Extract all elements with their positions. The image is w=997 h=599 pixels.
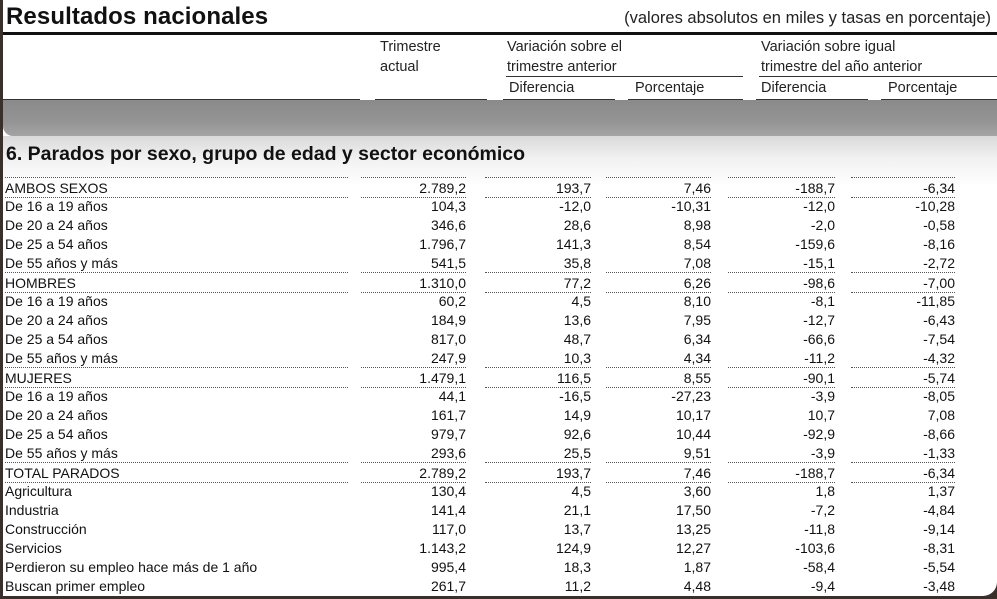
- cell-pct-prev-quarter: 4,34: [683, 350, 711, 366]
- table-row: [3, 215, 997, 234]
- cell-diff-prev-year: -3,9: [810, 388, 835, 404]
- cell-actual: 817,0: [430, 331, 466, 347]
- cell-diff-prev-quarter: 193,7: [485, 177, 591, 198]
- cell-diff-prev-quarter: 141,3: [555, 236, 591, 252]
- header-shade-bar: [3, 100, 997, 136]
- cell-diff-prev-quarter: 116,5: [485, 367, 591, 388]
- header-current-quarter-line2: actual: [380, 59, 419, 75]
- cell-pct-prev-quarter: 4,48: [683, 578, 711, 594]
- header-pct-prev-quarter: Porcentaje: [635, 80, 705, 96]
- table-row: [3, 310, 997, 329]
- cell-pct-prev-quarter: 12,27: [675, 540, 711, 556]
- cell-pct-prev-year: -8,05: [923, 388, 955, 404]
- row-label: Buscan primer empleo: [5, 578, 146, 594]
- cell-actual: 2.789,2: [361, 177, 466, 198]
- cell-diff-prev-year: -9,4: [810, 578, 835, 594]
- row-label: De 20 a 24 años: [5, 407, 108, 423]
- cell-diff-prev-quarter: 92,6: [563, 426, 591, 442]
- cell-diff-prev-quarter: -12,0: [559, 198, 591, 214]
- cell-pct-prev-year: -5,74: [851, 367, 955, 388]
- cell-diff-prev-quarter: 48,7: [563, 331, 591, 347]
- cell-actual: 141,4: [430, 502, 466, 518]
- cell-pct-prev-year: -2,72: [923, 255, 955, 271]
- cell-actual: 44,1: [438, 388, 466, 404]
- table-row: [3, 538, 997, 557]
- cell-diff-prev-year: -90,1: [728, 367, 835, 388]
- document-page: [3, 0, 997, 596]
- header-var-prev-year-line1: Variación sobre igual: [761, 39, 896, 55]
- cell-diff-prev-year: -98,6: [728, 272, 835, 293]
- cell-diff-prev-quarter: 77,2: [485, 272, 591, 293]
- table-row: [3, 291, 997, 310]
- row-label: Construcción: [5, 521, 87, 537]
- cell-pct-prev-year: -3,48: [923, 578, 955, 594]
- cell-pct-prev-year: -8,16: [923, 236, 955, 252]
- cell-pct-prev-quarter: 6,34: [683, 331, 711, 347]
- row-label: De 16 a 19 años: [5, 388, 108, 404]
- cell-pct-prev-year: -10,28: [915, 198, 955, 214]
- cell-diff-prev-year: -2,0: [810, 217, 835, 233]
- cell-pct-prev-year: -6,34: [851, 462, 955, 483]
- table-row: [3, 405, 997, 424]
- row-label: Agricultura: [5, 483, 72, 499]
- cell-diff-prev-quarter: -16,5: [559, 388, 591, 404]
- table-row: [3, 443, 997, 462]
- cell-diff-prev-year: -159,6: [795, 236, 835, 252]
- table-row-group: [3, 177, 997, 196]
- cell-diff-prev-year: -103,6: [795, 540, 835, 556]
- cell-actual: 979,7: [430, 426, 466, 442]
- cell-pct-prev-year: -11,85: [916, 293, 955, 309]
- cell-pct-prev-quarter: 8,10: [683, 293, 711, 309]
- cell-diff-prev-quarter: 21,1: [563, 502, 591, 518]
- header-var-prev-quarter-line2: trimestre anterior: [507, 59, 617, 75]
- cell-pct-prev-year: -4,84: [923, 502, 955, 518]
- cell-pct-prev-quarter: 7,46: [606, 177, 711, 198]
- header-group-rule-prev-quarter: [506, 76, 743, 77]
- row-label: Industria: [5, 502, 59, 518]
- cell-actual: 995,4: [430, 559, 466, 575]
- cell-diff-prev-year: -12,0: [803, 198, 835, 214]
- row-label: De 25 a 54 años: [5, 426, 108, 442]
- cell-actual: 541,5: [430, 255, 466, 271]
- units-note: (valores absolutos en miles y tasas en porcentaje): [624, 9, 991, 27]
- cell-pct-prev-year: -7,54: [923, 331, 955, 347]
- cell-actual: 293,6: [430, 445, 466, 461]
- cell-pct-prev-quarter: 8,98: [683, 217, 711, 233]
- row-label: Servicios: [5, 540, 62, 556]
- cell-actual: 130,4: [430, 483, 466, 499]
- page-title: Resultados nacionales: [6, 3, 269, 30]
- cell-diff-prev-quarter: 4,5: [571, 293, 591, 309]
- cell-pct-prev-quarter: 7,95: [683, 312, 711, 328]
- cell-diff-prev-quarter: 18,3: [563, 559, 591, 575]
- cell-diff-prev-year: -3,9: [810, 445, 835, 461]
- row-label: De 20 a 24 años: [5, 312, 108, 328]
- cell-pct-prev-quarter: 7,08: [683, 255, 711, 271]
- row-label: MUJERES: [5, 367, 348, 388]
- row-label: De 16 a 19 años: [5, 198, 108, 214]
- row-label: AMBOS SEXOS: [5, 177, 348, 198]
- cell-pct-prev-quarter: 3,60: [683, 483, 711, 499]
- cell-actual: 60,2: [438, 293, 466, 309]
- cell-diff-prev-quarter: 13,7: [563, 521, 591, 537]
- cell-diff-prev-year: -58,4: [803, 559, 835, 575]
- table-row: [3, 519, 997, 538]
- cell-pct-prev-year: -6,34: [851, 177, 955, 198]
- header-pct-prev-year: Porcentaje: [888, 80, 958, 96]
- cell-diff-prev-year: -188,7: [728, 177, 835, 198]
- header-diff-prev-quarter: Diferencia: [509, 80, 575, 96]
- header-current-quarter-line1: Trimestre: [380, 39, 441, 55]
- cell-diff-prev-quarter: 28,6: [563, 217, 591, 233]
- cell-actual: 1.143,2: [419, 540, 466, 556]
- cell-diff-prev-year: -8,1: [810, 293, 835, 309]
- row-label: De 25 a 54 años: [5, 236, 108, 252]
- cell-actual: 1.310,0: [361, 272, 466, 293]
- cell-actual: 346,6: [430, 217, 466, 233]
- cell-diff-prev-year: 1,8: [815, 483, 835, 499]
- cell-diff-prev-year: 10,7: [807, 407, 835, 423]
- cell-pct-prev-year: -6,43: [923, 312, 955, 328]
- table-row: [3, 253, 997, 272]
- cell-actual: 261,7: [430, 578, 466, 594]
- cell-pct-prev-year: -8,66: [923, 426, 955, 442]
- row-label: HOMBRES: [5, 272, 348, 293]
- cell-pct-prev-year: -8,31: [923, 540, 955, 556]
- cell-pct-prev-quarter: 17,50: [675, 502, 711, 518]
- table-row: [3, 557, 997, 576]
- header-diff-prev-year: Diferencia: [761, 80, 827, 96]
- cell-pct-prev-quarter: 7,46: [606, 462, 711, 483]
- cell-pct-prev-quarter: 8,54: [683, 236, 711, 252]
- table-row: [3, 386, 997, 405]
- table-row: [3, 196, 997, 215]
- table-row: [3, 481, 997, 500]
- row-label: TOTAL PARADOS: [5, 462, 348, 483]
- row-label: De 16 a 19 años: [5, 293, 108, 309]
- cell-actual: 104,3: [430, 198, 466, 214]
- cell-diff-prev-quarter: 35,8: [563, 255, 591, 271]
- cell-actual: 1.479,1: [361, 367, 466, 388]
- row-label: De 20 a 24 años: [5, 217, 108, 233]
- row-label: De 55 años y más: [5, 350, 118, 366]
- table-row: [3, 348, 997, 367]
- cell-pct-prev-year: 7,08: [927, 407, 955, 423]
- cell-diff-prev-year: -15,1: [803, 255, 835, 271]
- cell-pct-prev-quarter: -27,23: [671, 388, 711, 404]
- table-row: [3, 234, 997, 253]
- table-row: [3, 329, 997, 348]
- cell-diff-prev-quarter: 10,3: [563, 350, 591, 366]
- cell-diff-prev-year: -11,8: [804, 521, 835, 537]
- cell-diff-prev-quarter: 4,5: [571, 483, 591, 499]
- cell-pct-prev-year: -4,32: [923, 350, 955, 366]
- table-row: [3, 500, 997, 519]
- cell-diff-prev-quarter: 14,9: [563, 407, 591, 423]
- row-label: De 55 años y más: [5, 445, 118, 461]
- cell-diff-prev-year: -188,7: [728, 462, 835, 483]
- cell-pct-prev-quarter: -10,31: [671, 198, 711, 214]
- data-table: [3, 177, 997, 595]
- section-title: 6. Parados por sexo, grupo de edad y sector económico: [6, 143, 526, 165]
- table-row: [3, 576, 997, 595]
- table-row-group: [3, 272, 997, 291]
- cell-diff-prev-year: -7,2: [810, 502, 835, 518]
- cell-diff-prev-quarter: 11,2: [564, 578, 591, 594]
- cell-pct-prev-quarter: 8,55: [606, 367, 711, 388]
- table-row: [3, 424, 997, 443]
- row-label: De 25 a 54 años: [5, 331, 108, 347]
- cell-diff-prev-year: -92,9: [803, 426, 835, 442]
- cell-pct-prev-quarter: 10,44: [675, 426, 711, 442]
- cell-pct-prev-quarter: 1,87: [683, 559, 711, 575]
- cell-diff-prev-quarter: 124,9: [555, 540, 591, 556]
- cell-actual: 161,7: [430, 407, 466, 423]
- cell-diff-prev-year: -66,6: [803, 331, 835, 347]
- cell-pct-prev-year: -0,58: [923, 217, 955, 233]
- cell-pct-prev-quarter: 6,26: [606, 272, 711, 293]
- cell-actual: 247,9: [430, 350, 466, 366]
- cell-diff-prev-quarter: 13,6: [563, 312, 591, 328]
- cell-pct-prev-quarter: 13,25: [675, 521, 711, 537]
- cell-actual: 184,9: [430, 312, 466, 328]
- cell-pct-prev-quarter: 9,51: [683, 445, 711, 461]
- header-group-rule-prev-year: [759, 76, 997, 77]
- cell-actual: 2.789,2: [361, 462, 466, 483]
- cell-pct-prev-year: -1,33: [923, 445, 955, 461]
- row-label: De 55 años y más: [5, 255, 118, 271]
- cell-diff-prev-quarter: 25,5: [563, 445, 591, 461]
- cell-pct-prev-year: -9,14: [923, 521, 955, 537]
- title-rule: [3, 32, 997, 35]
- cell-pct-prev-quarter: 10,17: [675, 407, 711, 423]
- row-label: Perdieron su empleo hace más de 1 año: [5, 559, 258, 575]
- cell-pct-prev-year: 1,37: [927, 483, 955, 499]
- cell-pct-prev-year: -5,54: [923, 559, 955, 575]
- cell-diff-prev-quarter: 193,7: [485, 462, 591, 483]
- table-row-group: [3, 367, 997, 386]
- header-var-prev-year-line2: trimestre del año anterior: [761, 59, 923, 75]
- cell-diff-prev-year: -11,2: [804, 350, 835, 366]
- cell-pct-prev-year: -7,00: [851, 272, 955, 293]
- table-row-group: [3, 462, 997, 481]
- cell-actual: 1.796,7: [419, 236, 466, 252]
- header-var-prev-quarter-line1: Variación sobre el: [507, 39, 622, 55]
- cell-actual: 117,0: [432, 521, 466, 537]
- cell-diff-prev-year: -12,7: [803, 312, 835, 328]
